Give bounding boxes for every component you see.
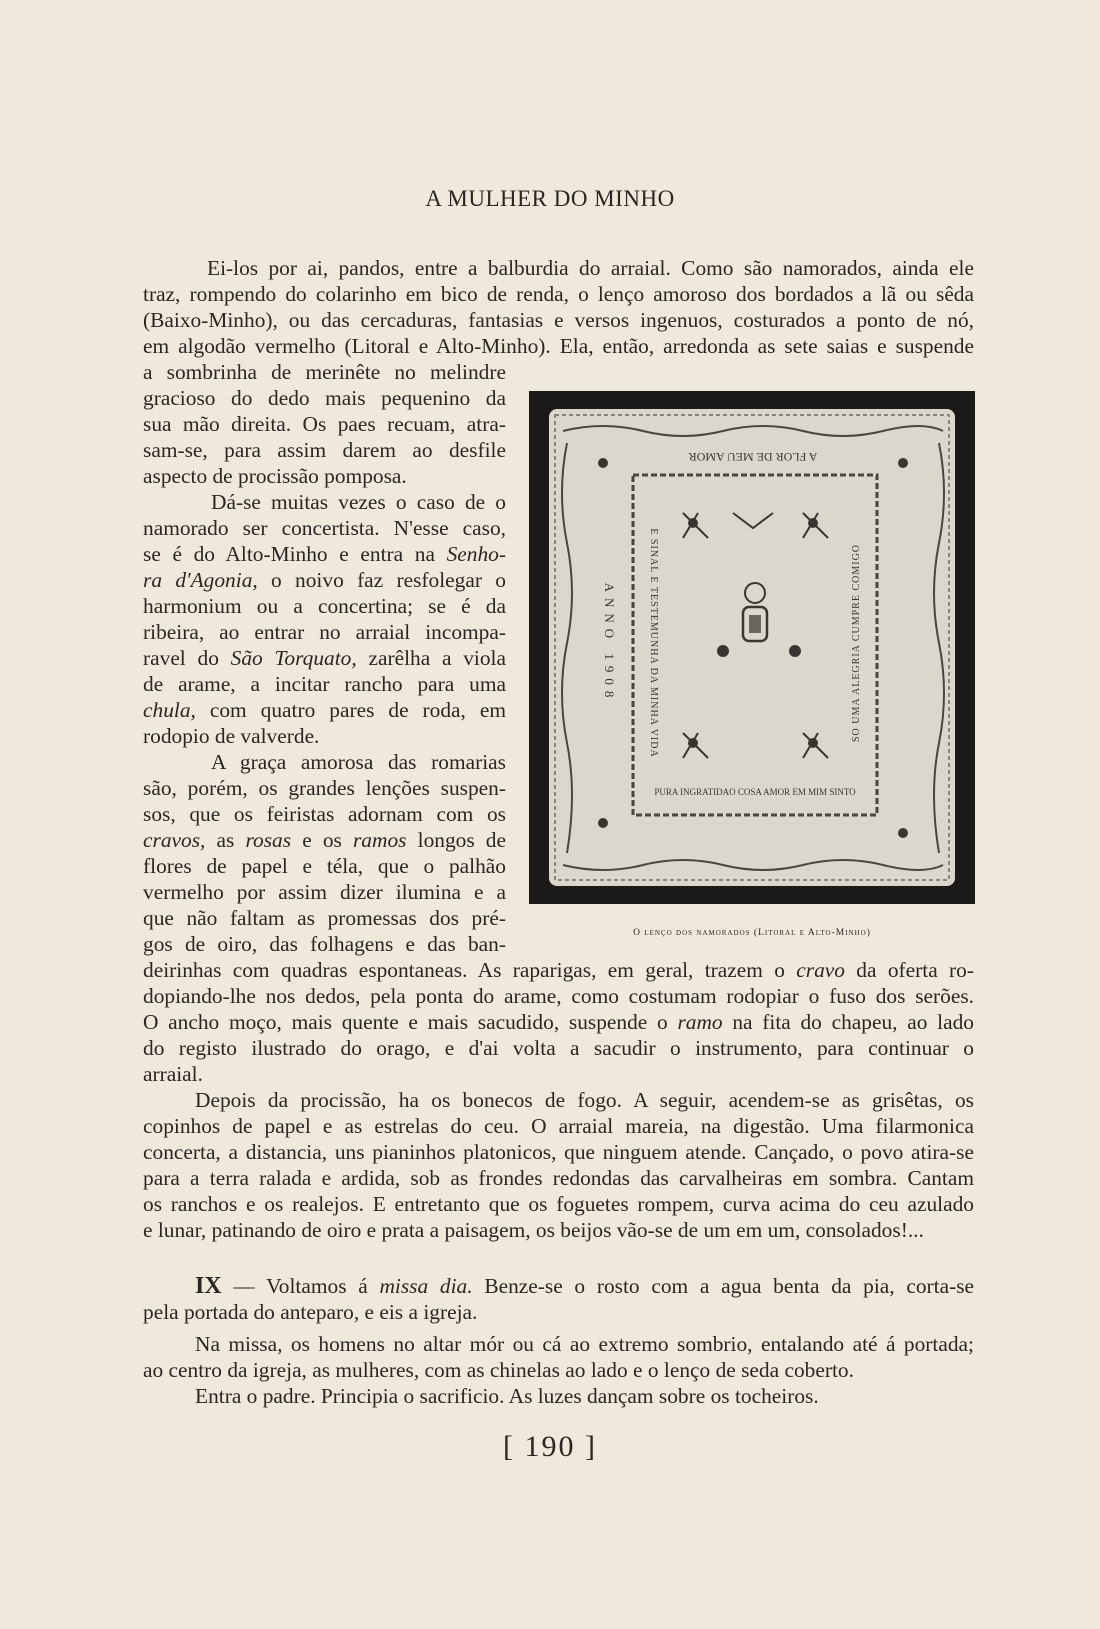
text-line: gos de oiro, das folhagens e das ban- xyxy=(143,932,506,956)
text-line: namorado ser concertista. N'esse caso, xyxy=(143,516,506,540)
embroidery-bottom-text: PURA INGRATIDAO COSA AMOR EM MIM SINTO xyxy=(654,787,856,797)
text-line: Ei-los por ai, pandos, entre a balburdia do arraial. Como são namorados, ainda ele xyxy=(207,256,974,280)
text-line: O ancho moço, mais quente e mais sacudido, suspende o ramo na fita do chapeu, ao lado xyxy=(143,1010,974,1034)
text-line: ribeira, ao entrar no arraial incompa- xyxy=(143,620,506,644)
text-line: sam-se, para assim darem ao desfile xyxy=(143,438,506,462)
text-line: (Baixo-Minho), ou das cercaduras, fantasias e versos ingenuos, costurados a ponto de nó, xyxy=(143,308,974,332)
text-line: ravel do São Torquato, zarêlha a viola xyxy=(143,646,506,670)
text-line: pela portada do anteparo, e eis a igreja. xyxy=(143,1300,478,1324)
section-ix-line: IX — Voltamos á missa dia. Benze-se o rosto com a agua benta da pia, corta-se xyxy=(195,1273,975,1299)
text-line: se é do Alto-Minho e entra na Senho- xyxy=(143,542,506,566)
embroidery-year-text: ANNO 1908 xyxy=(602,582,617,704)
text-line: concerta, a distancia, uns pianinhos platonicos, que ninguem atende. Cançado, o povo atira-se xyxy=(143,1140,974,1164)
page-number: [ 190 ] xyxy=(503,1430,597,1463)
text-line: para a terra ralada e ardida, sob as frondes redondas das carvalheiras em sombra. Cantam xyxy=(143,1166,974,1190)
text-line: em algodão vermelho (Litoral e Alto-Minho). Ela, então, arredonda as sete saias e suspende xyxy=(143,334,974,358)
text-line: flores de papel e téla, que o palhão xyxy=(143,854,506,878)
text-line: aspecto de procissão pomposa. xyxy=(143,464,407,488)
text-line: Entra o padre. Principia o sacrificio. As luzes dançam sobre os tocheiros. xyxy=(195,1384,819,1408)
text-line: Na missa, os homens no altar mór ou cá ao extremo sombrio, entalando até á portada; xyxy=(195,1332,974,1356)
text-line: que não faltam as promessas dos pré- xyxy=(143,906,506,930)
text-line: harmonium ou a concertina; se é da xyxy=(143,594,506,618)
text-line: vermelho por assim dizer ilumina e a xyxy=(143,880,506,904)
text-line: cravos, as rosas e os ramos longos de xyxy=(143,828,506,852)
text-line: chula, com quatro pares de roda, em xyxy=(143,698,506,722)
text-line: A graça amorosa das romarias xyxy=(211,750,506,774)
text-line: rodopio de valverde. xyxy=(143,724,320,748)
text-line: sua mão direita. Os paes recuam, atra- xyxy=(143,412,506,436)
text-line: arraial. xyxy=(143,1062,203,1086)
text-line: ra d'Agonia, o noivo faz resfolegar o xyxy=(143,568,506,592)
text-line: a sombrinha de merinête no melindre xyxy=(143,360,506,384)
text-line: e lunar, patinando de oiro e prata a paisagem, os beijos vão-se de um em um, consolados!... xyxy=(143,1218,924,1242)
text-line: de arame, a incitar rancho para uma xyxy=(143,672,506,696)
section-number: IX xyxy=(195,1273,222,1299)
text-line: copinhos de papel e as estrelas do ceu. O arraial mareia, na digestão. Uma filarmonica xyxy=(143,1114,974,1138)
text-line: traz, rompendo do colarinho em bico de renda, o lenço amoroso dos bordados a lã ou sêda xyxy=(143,282,974,306)
text-line: gracioso do dedo mais pequenino da xyxy=(143,386,506,410)
text-line: Dá-se muitas vezes o caso de o xyxy=(211,490,506,514)
running-title: A MULHER DO MINHO xyxy=(425,186,675,211)
text-line: ao centro da igreja, as mulheres, com as chinelas ao lado e o lenço de seda coberto. xyxy=(143,1358,854,1382)
figure-caption: O lenço dos namorados (Litoral e Alto-Minho) xyxy=(633,928,871,938)
handkerchief-photo xyxy=(529,391,975,904)
text-line: são, porém, os grandes lenções suspen- xyxy=(143,776,506,800)
text-line: do registo ilustrado do orago, e d'ai volta a sacudir o instrumento, para continuar o xyxy=(143,1036,974,1060)
text-line: dopiando-lhe nos dedos, pela ponta do arame, como costumam rodopiar o fuso dos serões. xyxy=(143,984,974,1008)
text-line: Depois da procissão, ha os bonecos de fogo. A seguir, acendem-se as grisêtas, os xyxy=(195,1088,974,1112)
embroidery-left-text: E SINAL E TESTEMUNHA DA MINHA VIDA xyxy=(648,528,659,758)
text-line: os ranchos e os realejos. E entretanto que os foguetes rompem, curva acima do ceu azulado xyxy=(143,1192,974,1216)
text-line: sos, que os feiristas adornam com os xyxy=(143,802,506,826)
embroidery-top-text: A FLOR DE MEU AMOR xyxy=(688,450,818,464)
text-line: deirinhas com quadras espontaneas. As raparigas, em geral, trazem o cravo da oferta ro- xyxy=(143,958,974,982)
embroidery-right-text: SO UMA ALEGRIA CUMPRE COMIGO xyxy=(851,543,862,743)
